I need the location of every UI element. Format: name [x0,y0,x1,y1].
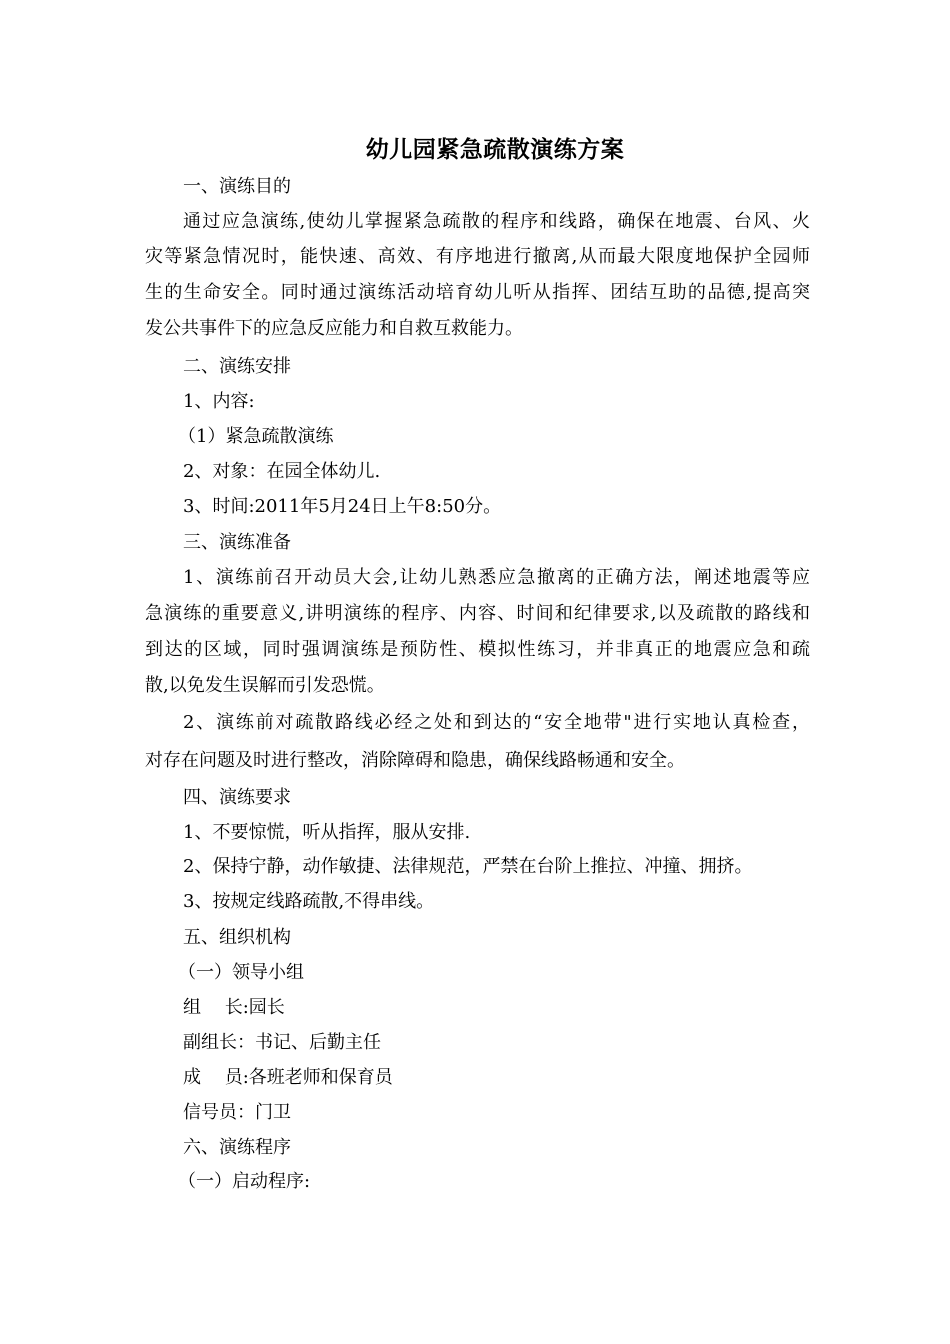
section-heading-4: 四、演练要求 [183,787,291,808]
section-heading-1: 一、演练目的 [183,176,291,197]
paragraph-line: 1、演练前召开动员大会,让幼儿熟悉应急撤离的正确方法，阐述地震等应 [183,567,810,588]
paragraph-line: 到达的区域，同时强调演练是预防性、模拟性练习，并非真正的地震应急和疏 [145,639,810,660]
section-heading-2: 二、演练安排 [183,356,291,377]
list-item: 信号员：门卫 [183,1102,291,1123]
paragraph-line: 灾等紧急情况时，能快速、高效、有序地进行撤离,从而最大限度地保护全园师 [145,246,810,267]
paragraph-line: 对存在问题及时进行整改，消除障碍和隐患，确保线路畅通和安全。 [145,750,685,771]
section-heading-6: 六、演练程序 [183,1137,291,1158]
list-item: 2、保持宁静，动作敏捷、法律规范，严禁在台阶上推拉、冲撞、拥挤。 [183,856,753,877]
section-heading-5: 五、组织机构 [183,927,291,948]
paragraph-line: 发公共事件下的应急反应能力和自救互救能力。 [145,318,523,339]
list-item: （一）领导小组 [178,962,304,983]
document-title: 幼儿园紧急疏散演练方案 [365,136,625,163]
paragraph-line: 散,以免发生误解而引发恐慌。 [145,675,385,696]
list-item: 3、按规定线路疏散,不得串线。 [183,891,435,912]
list-item: 2、对象：在园全体幼儿. [183,461,381,482]
list-item: （一）启动程序: [178,1171,311,1192]
paragraph-line: 2、演练前对疏散路线必经之处和到达的“安全地带"进行实地认真检查， [183,712,810,733]
paragraph-line: 通过应急演练,使幼儿掌握紧急疏散的程序和线路，确保在地震、台风、火 [183,211,810,232]
list-item: 3、时间:2011年5月24日上午8:50分。 [183,496,502,517]
list-item: 副组长：书记、后勤主任 [183,1032,381,1053]
list-item: 成 员:各班老师和保育员 [183,1067,393,1088]
paragraph-line: 急演练的重要意义,讲明演练的程序、内容、时间和纪律要求,以及疏散的路线和 [145,603,810,624]
list-item: 1、内容: [183,391,255,412]
section-heading-3: 三、演练准备 [183,532,291,553]
list-item: 1、不要惊慌，听从指挥，服从安排. [183,822,471,843]
list-item: （1）紧急疏散演练 [178,426,334,447]
paragraph-line: 生的生命安全。同时通过演练活动培育幼儿听从指挥、团结互助的品德,提高突 [145,282,810,303]
list-item: 组 长:园长 [183,997,285,1018]
